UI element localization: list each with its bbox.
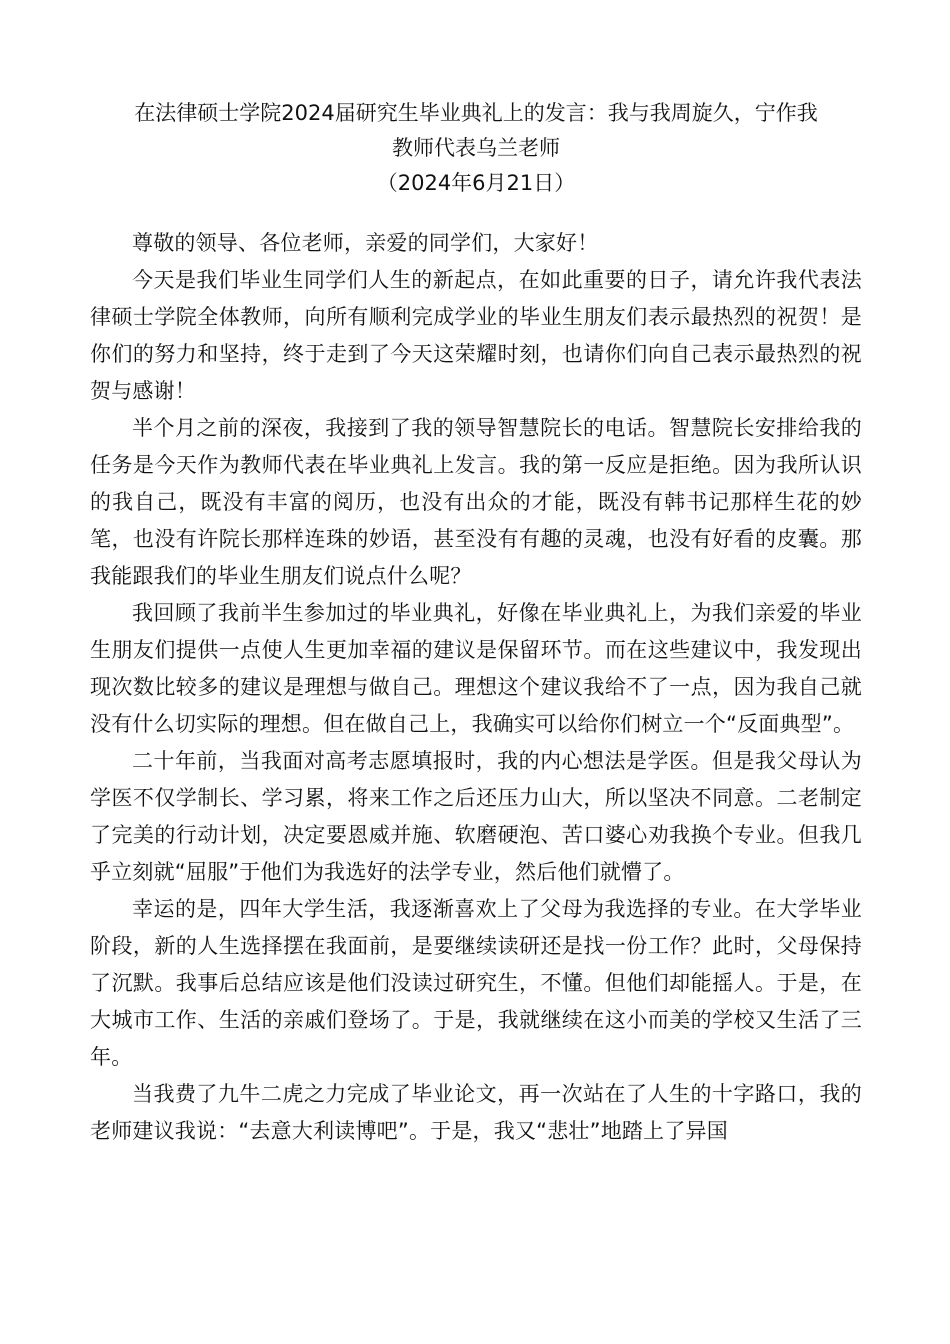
paragraph: 我回顾了我前半生参加过的毕业典礼，好像在毕业典礼上，为我们亲爱的毕业生朋友们提供一点使人生更加幸福的建议是保留环节。而在这些建议中，我发现出现次数比较多的建议是理想与做自己。理想这个建议我给不了一点，因为我自己就没有什么切实际的理想。但在做自己上，我确实可以给你们树立一个“反面典型”。 [90, 601, 862, 736]
paragraph-greeting: 尊敬的领导、各位老师，亲爱的同学们，大家好！ [132, 231, 599, 255]
paragraph: 今天是我们毕业生同学们人生的新起点，在如此重要的日子，请允许我代表法律硕士学院全体教师，向所有顺利完成学业的毕业生朋友们表示最热烈的祝贺！是你们的努力和坚持，终于走到了今天这荣耀时刻，也请你们向自己表示最热烈的祝贺与感谢！ [90, 268, 862, 403]
title-line-1: 在法律硕士学院2024届研究生毕业典礼上的发言：我与我周旋久，宁作我 [134, 101, 818, 125]
title-line-2: 教师代表乌兰老师 [392, 136, 560, 160]
paragraph: 幸运的是，四年大学生活，我逐渐喜欢上了父母为我选择的专业。在大学毕业阶段，新的人生选择摆在我面前，是要继续读研还是找一份工作？此时，父母保持了沉默。我事后总结应该是他们没读过研究生，不懂。但他们却能摇人。于是，在大城市工作、生活的亲戚们登场了。于是，我就继续在这小而美的学校又生活了三年。 [90, 897, 862, 1069]
document-title [90, 96, 862, 166]
paragraph: 二十年前，当我面对高考志愿填报时，我的内心想法是学医。但是我父母认为学医不仅学制长、学习累，将来工作之后还压力山大，所以坚决不同意。二老制定了完美的行动计划，决定要恩威并施、软磨硬泡、苦口婆心劝我换个专业。但我几乎立刻就“屈服”于他们为我选好的法学专业，然后他们就懵了。 [90, 749, 862, 884]
speech-body [90, 225, 862, 1150]
paragraph: 当我费了九牛二虎之力完成了毕业论文，再一次站在了人生的十字路口，我的老师建议我说：“去意大利读博吧”。于是，我又“悲壮”地踏上了异国 [90, 1082, 862, 1143]
paragraph: 半个月之前的深夜，我接到了我的领导智慧院长的电话。智慧院长安排给我的任务是今天作为教师代表在毕业典礼上发言。我的第一反应是拒绝。因为我所认识的我自己，既没有丰富的阅历，也没有出众的才能，既没有韩书记那样生花的妙笔，也没有许院长那样连珠的妙语，甚至没有有趣的灵魂，也没有好看的皮囊。那我能跟我们的毕业生朋友们说点什么呢？ [90, 416, 862, 588]
document-page [90, 96, 862, 1150]
speech-date: （2024年6月21日） [376, 171, 576, 195]
